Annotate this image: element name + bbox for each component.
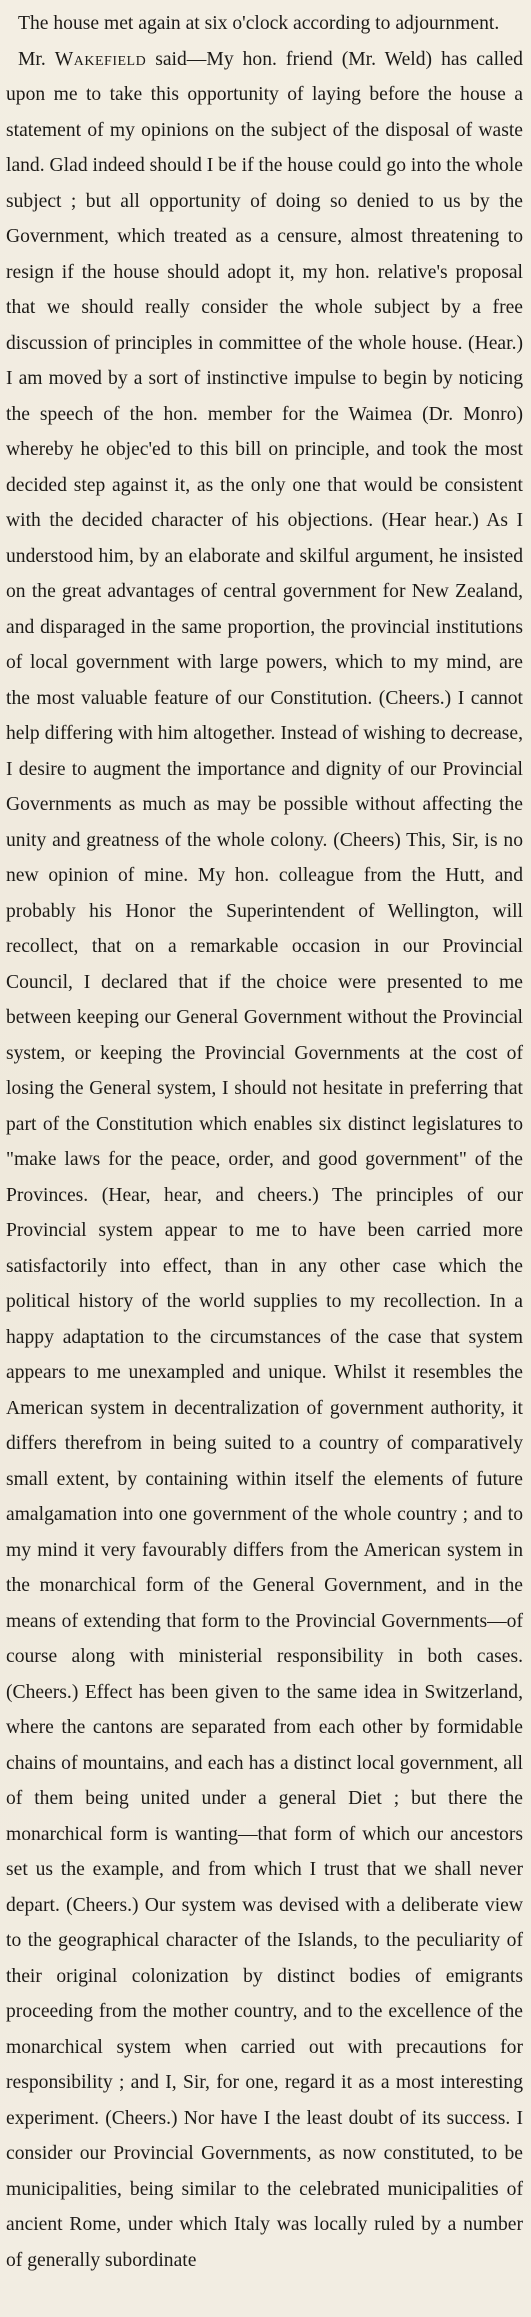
- article-column: [6, 6, 523, 2278]
- speech-paragraph: [6, 42, 523, 2279]
- speaker-name: Wakefield: [54, 48, 147, 70]
- speech-text: said—My hon. friend (Mr. Weld) has called upon me to take this opportunity of laying before the house a statement of my opinions on the subject of the disposal of waste land. Glad indeed should I be if the house could go into the whole subject ; but all opportunity of doing so denied to us by the Government, which treated as a censure, almost threatening to resign if the house should adopt it, my hon. relative's proposal that we should really consider the whole subject by a free discussion of principles in committee of the whole house. (Hear.) I am moved by a sort of instinctive impulse to begin by noticing the speech of the hon. member for the Waimea (Dr. Monro) whereby he objec'ed to this bill on principle, and took the most decided step against it, as the only one that would be consistent with the decided character of his objections. (Hear hear.) As I understood him, by an elaborate and skilful argument, he insisted on the great advantages of central government for New Zealand, and disparaged in the same proportion, the provincial institutions of local government with large powers, which to my mind, are the most valuable feature of our Constitution. (Cheers.) I cannot help differing with him altogether. Instead of wishing to decrease, I desire to augment the importance and dignity of our Provincial Governments as much as may be possible without affecting the unity and greatness of the whole colony. (Cheers) This, Sir, is no new opinion of mine. My hon. colleague from the Hutt, and probably his Honor the Superintendent of Wellington, will recollect, that on a remarkable occasion in our Provincial Council, I declared that if the choice were presented to me between keeping our General Government without the Provincial system, or keeping the Provincial Governments at the cost of losing the General system, I should not hesitate in preferring that part of the Constitution which enables six distinct legislatures to "make laws for the peace, order, and good government" of the Provinces. (Hear, hear, and cheers.) The principles of our Provincial system appear to me to have been carried more satisfactorily into effect, than in any other case which the political history of the world supplies to my recollection. In a happy adaptation to the circumstances of the case that system appears to me unexampled and unique. Whilst it resembles the American system in decentralization of government authority, it differs therefrom in being suited to a country of comparatively small extent, by containing within itself the elements of future amalgamation into one government of the whole country ; and to my mind it very favourably differs from the American system in the monarchical form of the General Government, and in the means of extending that form to the Provincial Governments—of course along with ministerial responsibility in both cases. (Cheers.) Effect has been given to the same idea in Switzerland, where the cantons are separated from each other by formidable chains of mountains, and each has a distinct local government, all of them being united under a general Diet ; but there the monarchical form is wanting—that form of which our ancestors set us the example, and from which I trust that we shall never depart. (Cheers.) Our system was devised with a deliberate view to the geographical character of the Islands, to the peculiarity of their original colonization by distinct bodies of emigrants proceeding from the mother country, and to the excellence of the monarchical system when carried out with precautions for responsibility ; and I, Sir, for one, regard it as a most interesting experiment. (Cheers.) Nor have I the least doubt of its success. I consider our Provincial Governments, as now constituted, to be municipalities, being similar to the celebrated municipalities of ancient Rome, under which Italy was locally ruled by a number of generally subordinate: [6, 48, 523, 2271]
- intro-paragraph: The house met again at six o'clock according to adjournment.: [18, 13, 500, 34]
- speaker-prefix: Mr.: [18, 48, 46, 70]
